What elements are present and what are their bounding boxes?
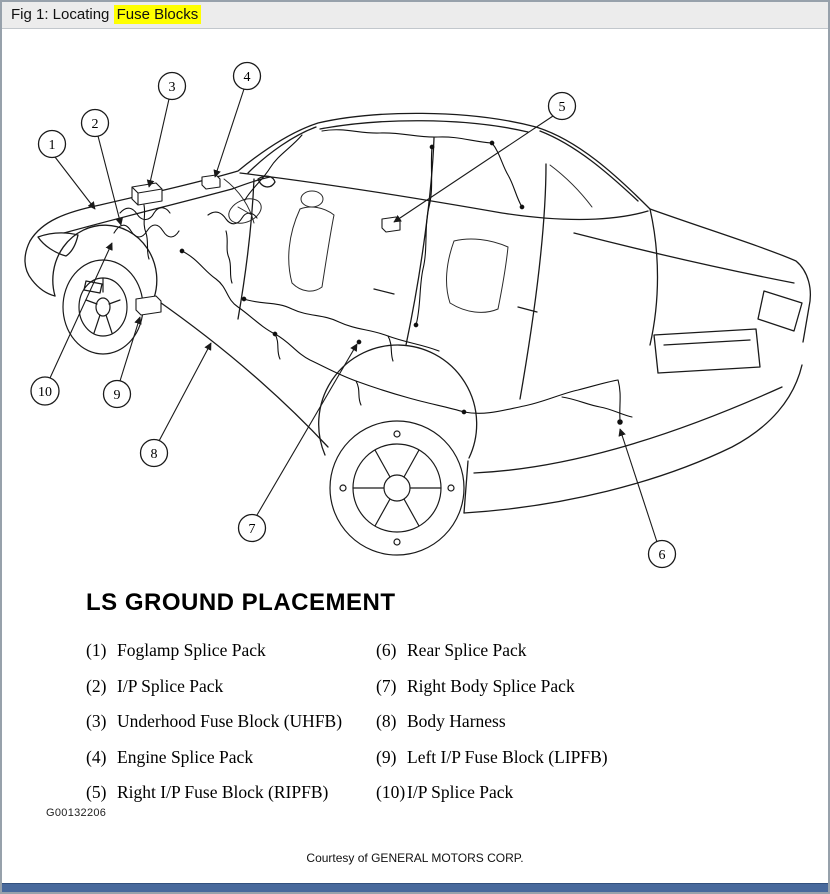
legend-item-label: I/P Splice Pack [117, 675, 224, 696]
courtesy-line: Courtesy of GENERAL MOTORS CORP. [306, 851, 524, 865]
leader-5 [394, 116, 553, 222]
legend-item-number: (7) [376, 675, 397, 696]
leader-2 [98, 136, 121, 225]
callout-1 [39, 131, 66, 158]
legend-item-label: Left I/P Fuse Block (LIPFB) [407, 746, 608, 767]
leader-1 [55, 157, 95, 209]
legend-item-number: (8) [376, 711, 397, 731]
svg-text:9: 9 [113, 388, 121, 403]
figure-title-text: Fig 1: Locating [11, 6, 114, 23]
leader-10 [50, 243, 112, 378]
legend-item-label: Rear Splice Pack [407, 640, 527, 660]
legend-item-label: Body Harness [407, 711, 506, 731]
legend-item-number: (3) [86, 711, 107, 731]
component-boxes [132, 175, 400, 315]
callout-9 [104, 381, 131, 408]
legend-item-label: Right I/P Fuse Block (RIPFB) [117, 782, 329, 802]
legend [86, 589, 608, 817]
legend-item-label: Underhood Fuse Block (UHFB) [117, 711, 343, 731]
svg-text:7: 7 [248, 522, 256, 537]
legend-item-10 [376, 781, 608, 803]
legend-item-number: (4) [86, 746, 107, 767]
legend-item-1 [86, 639, 376, 661]
left-ip-fuse-block [136, 296, 161, 315]
svg-text:1: 1 [48, 138, 56, 153]
legend-item-3 [86, 710, 376, 732]
legend-item-6 [376, 639, 608, 661]
svg-text:5: 5 [558, 100, 566, 115]
figure-title-bar [2, 2, 828, 29]
callout-6 [649, 541, 676, 568]
leader-4 [215, 89, 244, 177]
legend-item-5 [86, 781, 376, 803]
legend-item-number: (6) [376, 640, 397, 660]
callout-2 [82, 110, 109, 137]
callout-3 [159, 73, 186, 100]
legend-item-7 [376, 675, 608, 697]
legend-item-label: I/P Splice Pack [407, 782, 514, 802]
callout-8 [141, 440, 168, 467]
legend-item-9 [376, 746, 608, 768]
car-wheels [63, 260, 464, 555]
svg-text:2: 2 [91, 117, 99, 132]
legend-item-number: (5) [86, 782, 107, 802]
legend-item-8 [376, 710, 608, 732]
callout-4 [234, 63, 261, 90]
leader-6 [620, 429, 657, 542]
legend-item-label: Engine Splice Pack [117, 746, 254, 767]
legend-item-label: Right Body Splice Pack [407, 675, 575, 696]
document-number: G00132206 [46, 807, 107, 819]
legend-title: LS GROUND PLACEMENT [86, 589, 396, 616]
legend-item-number: (2) [86, 675, 107, 696]
legend-item-number: (1) [86, 640, 107, 660]
legend-column-right [376, 639, 608, 817]
figure-title [11, 5, 201, 24]
leader-3 [149, 99, 169, 187]
window-bottom-bar [2, 883, 828, 893]
callout-10 [31, 377, 59, 405]
callout-5 [549, 93, 576, 120]
car-diagram [2, 29, 828, 579]
legend-item-number: (10) [376, 782, 406, 802]
callout-7 [239, 515, 266, 542]
legend-item-4 [86, 746, 376, 768]
leader-7 [257, 344, 357, 515]
svg-text:10: 10 [38, 385, 52, 400]
leader-8 [159, 343, 211, 441]
diagram-area [2, 29, 828, 883]
underhood-fuse-block [132, 183, 162, 205]
svg-text:3: 3 [168, 80, 176, 95]
engine-splice-pack [202, 175, 220, 189]
svg-text:6: 6 [658, 548, 666, 563]
svg-text:8: 8 [150, 447, 158, 462]
legend-item-2 [86, 675, 376, 697]
search-highlight: Fuse Blocks [114, 5, 202, 24]
legend-item-number: (9) [376, 746, 397, 767]
legend-column-left [86, 639, 376, 817]
svg-text:4: 4 [243, 70, 251, 85]
legend-item-label: Foglamp Splice Pack [117, 640, 266, 660]
leader-9 [120, 317, 140, 381]
